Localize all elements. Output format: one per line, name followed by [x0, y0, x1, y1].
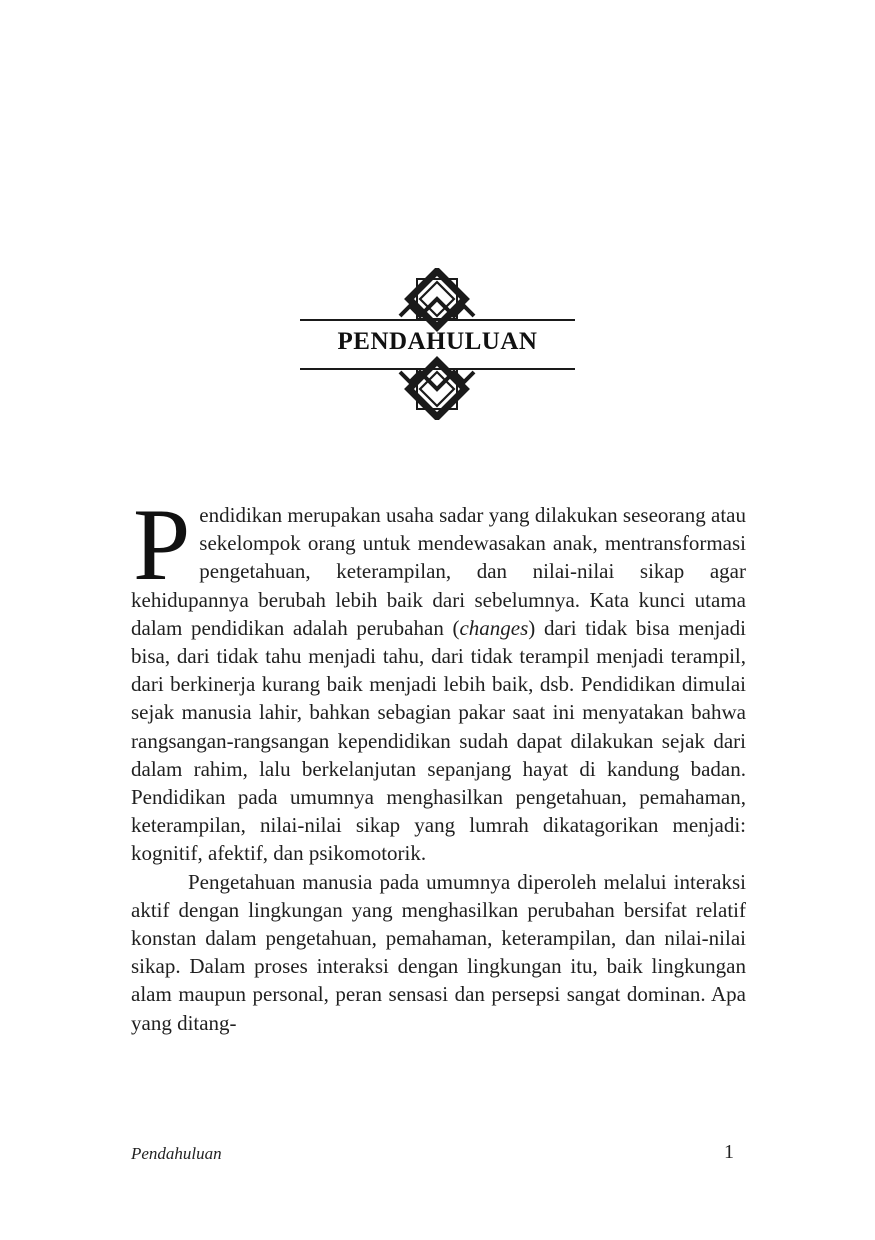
paragraph-1-text: endidikan merupakan usaha sadar yang dilakukan seseorang atau sekelompok orang untuk mendewasakan anak, mentransformasi pengetahuan, keterampilan, dan nilai-nilai sikap agar kehidupannya berubah lebih baik dari sebelumnya. Kata kunci utama dalam pendidikan adalah perubahan ( — [131, 503, 746, 640]
italic-term: changes — [459, 615, 529, 640]
page-number: 1 — [724, 1141, 734, 1163]
running-footer-section: Pendahuluan — [131, 1144, 222, 1163]
body-text — [131, 488, 746, 1037]
paragraph-1 — [131, 488, 746, 868]
paragraph-1-end: ) dari tidak bisa menjadi bisa, dari tidak tahu menjadi tahu, dari tidak terampil menjadi terampil, dari berkinerja kurang baik menjadi lebih baik, dsb. Pendidikan dimulai sejak manusia lahir, bahkan sebagian pakar saat ini menyatakan bahwa rangsangan-rangsangan kependidikan sudah dapat dilakukan sejak dari dalam rahim, lalu berkelanjutan sepanjang hayat di kandung badan. Pendidikan pada umumnya menghasilkan pengetahuan, pemahaman, keterampilan, nilai-nilai sikap yang lumrah dikatagorikan menjadi: kognitif, afektif, dan psikomotorik. — [131, 615, 746, 866]
paragraph-2: Pengetahuan manusia pada umumnya diperoleh melalui interaksi aktif dengan lingkungan yang menghasilkan perubahan bersifat relatif konstan dalam pengetahuan, pemahaman, keterampilan, dan nilai-nilai sikap. Dalam proses interaksi dengan lingkungan itu, baik lingkungan alam maupun personal, peran sensasi dan persepsi sangat dominan. Apa yang ditang- — [131, 869, 746, 1035]
chapter-title: PENDAHULUAN — [337, 328, 538, 355]
ornament-top — [400, 271, 474, 327]
drop-cap: P — [133, 488, 191, 602]
